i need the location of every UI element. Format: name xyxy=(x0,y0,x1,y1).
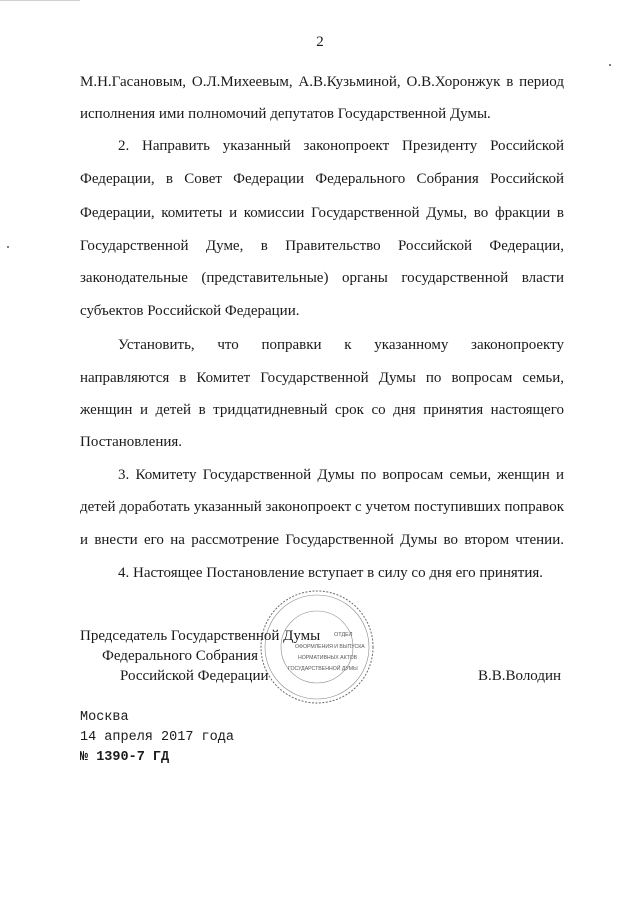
page-number: 2 xyxy=(316,34,324,50)
body-line: Федерации, комитеты и комиссии Государственной Думы, во фракции в xyxy=(80,205,564,221)
stamp-text-line3: НОРМАТИВНЫХ АКТОВ xyxy=(298,655,358,661)
document-number: № 1390-7 ГД xyxy=(80,750,170,765)
paragraph-2-start: 2. Направить указанный законопроект Президенту Российской xyxy=(118,138,564,154)
body-line: и внести его на рассмотрение Государственной Думы во втором чтении. xyxy=(80,532,564,548)
body-line: детей доработать указанный законопроект с учетом поступивших поправок xyxy=(80,499,564,515)
paragraph-amendments-start: Установить, что поправки к указанному законопроекту xyxy=(118,337,564,353)
scan-edge-line xyxy=(0,0,80,1)
body-line: женщин и детей в тридцатидневный срок со дня принятия настоящего xyxy=(80,402,564,418)
stamp-text-line2: ОФОРМЛЕНИЯ И ВЫПУСКА xyxy=(295,644,365,650)
paragraph-4: 4. Настоящее Постановление вступает в силу со дня его принятия. xyxy=(118,565,544,581)
body-line: исполнения ими полномочий депутатов Государственной Думы. xyxy=(80,106,491,122)
body-line: Постановления. xyxy=(80,434,183,450)
document-date: 14 апреля 2017 года xyxy=(80,730,234,745)
signatory-title-line1: Председатель Государственной Думы xyxy=(80,628,321,644)
body-line: законодательные (представительные) органы государственной власти xyxy=(80,270,564,286)
signatory-title-line3: Российской Федерации xyxy=(120,668,269,684)
document-city: Москва xyxy=(80,710,129,725)
body-line: направляются в Комитет Государственной Думы по вопросам семьи, xyxy=(80,370,564,386)
stamp-text-line1: ОТДЕЛ xyxy=(334,632,353,638)
paragraph-3-start: 3. Комитету Государственной Думы по вопросам семьи, женщин и xyxy=(118,467,564,483)
body-line: субъектов Российской Федерации. xyxy=(80,303,300,319)
body-line: Федерации, в Совет Федерации Федерального Собрания Российской xyxy=(80,171,564,187)
body-line: Государственной Думе, в Правительство Российской Федерации, xyxy=(80,238,564,254)
signatory-title-line2: Федерального Собрания xyxy=(102,648,259,664)
official-stamp-seal xyxy=(258,588,376,706)
body-line: М.Н.Гасановым, О.Л.Михеевым, А.В.Кузьминой, О.В.Хоронжук в период xyxy=(80,74,564,90)
scan-speck xyxy=(609,64,611,66)
scan-speck xyxy=(7,246,9,248)
signatory-name: В.В.Володин xyxy=(478,668,562,684)
stamp-text-line4: ГОСУДАРСТВЕННОЙ ДУМЫ xyxy=(288,666,358,672)
